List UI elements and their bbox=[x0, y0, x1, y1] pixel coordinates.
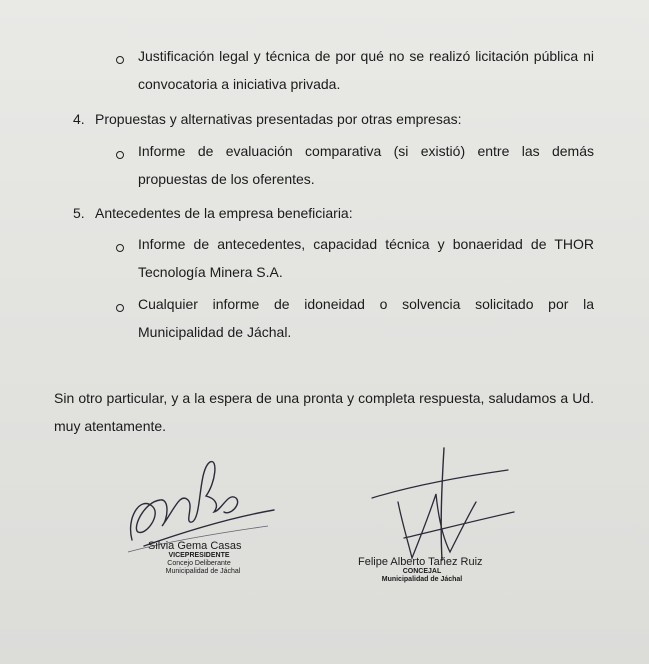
bullet-marker bbox=[116, 304, 124, 312]
handwritten-signature-2 bbox=[368, 442, 518, 572]
signer-org: Municipalidad de Jáchal bbox=[165, 568, 241, 575]
section-4-heading bbox=[73, 109, 462, 129]
section-number: 4. bbox=[73, 111, 85, 127]
section-title: Antecedentes de la empresa beneficiaria: bbox=[95, 205, 353, 221]
signature-block-1 bbox=[148, 540, 278, 576]
section-number: 5. bbox=[73, 205, 85, 221]
signer-body: Concejo Deliberante bbox=[167, 560, 231, 567]
signer-name: Silvia Gema Casas bbox=[148, 540, 242, 552]
closing-paragraph: Sin otro particular, y a la espera de una pronta y completa respuesta, saludamos a Ud. muy atentamente. bbox=[54, 390, 594, 434]
section-title: Propuestas y alternativas presentadas por otras empresas: bbox=[95, 111, 462, 127]
bullet-marker bbox=[116, 56, 124, 64]
signature-block-2 bbox=[358, 556, 508, 584]
signer-title: VICEPRESIDENTE bbox=[168, 552, 230, 559]
signer-org: Municipalidad de Jáchal bbox=[381, 576, 463, 583]
bullet-item-legal-justification: Justificación legal y técnica de por qué no se realizó licitación pública ni convocatoria a iniciativa privada. bbox=[138, 48, 594, 92]
bullet-item-company-background: Informe de antecedentes, capacidad técnica y bonaeridad de THOR Tecnología Minera S.A. bbox=[138, 236, 594, 280]
signer-title: CONCEJAL bbox=[402, 568, 442, 575]
bullet-item-comparative-report: Informe de evaluación comparativa (si existió) entre las demás propuestas de los oferentes. bbox=[138, 143, 594, 187]
bullet-marker bbox=[116, 151, 124, 159]
bullet-item-solvency-report: Cualquier informe de idoneidad o solvencia solicitado por la Municipalidad de Jáchal. bbox=[138, 296, 594, 340]
signer-name: Felipe Alberto Tañez Ruiz bbox=[358, 556, 483, 568]
bullet-marker bbox=[116, 244, 124, 252]
section-5-heading bbox=[73, 203, 353, 223]
